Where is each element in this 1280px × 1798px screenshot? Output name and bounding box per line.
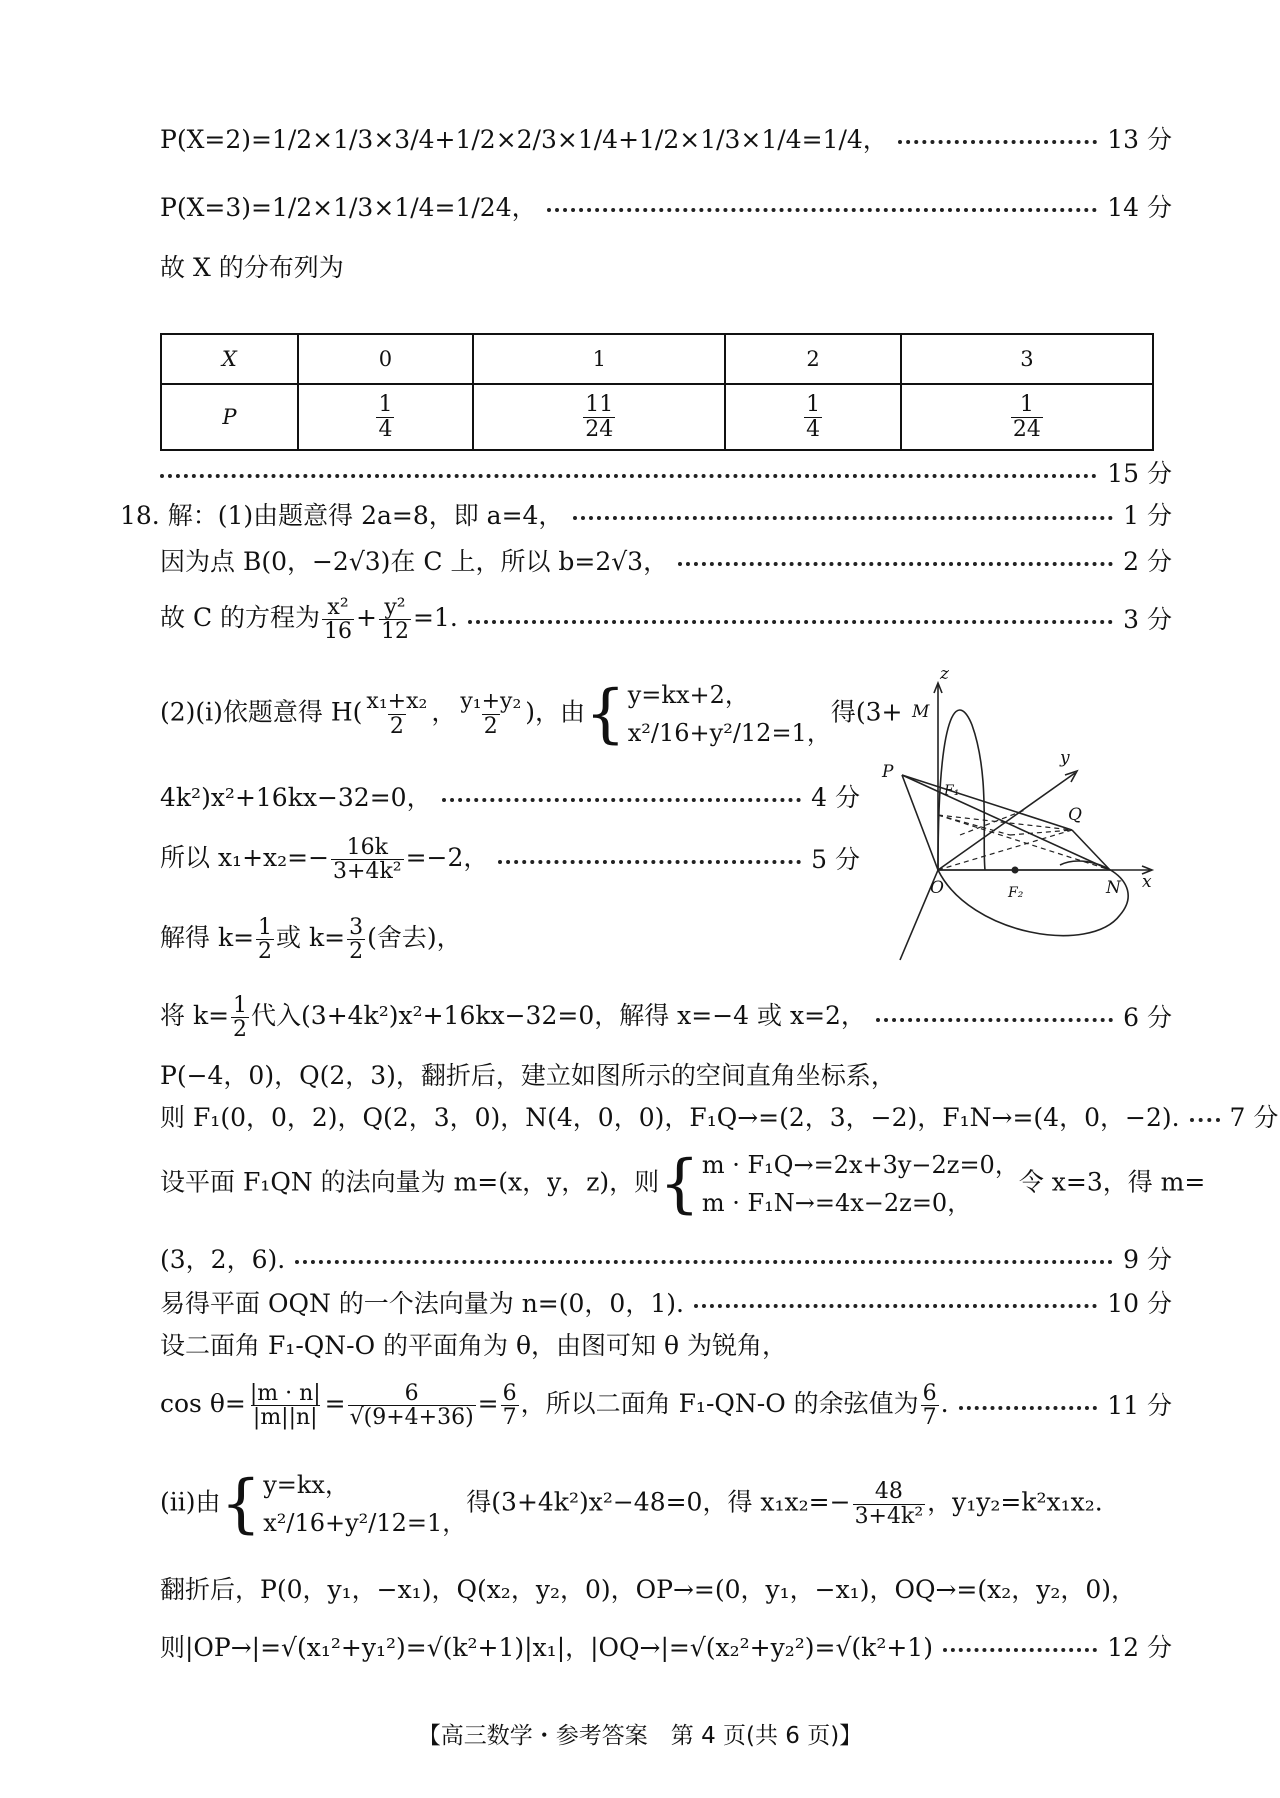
table-header-row	[161, 334, 1153, 384]
q18-step2: 因为点 B(0，−2√3)在 C 上，所以 b=2√3， 2 分	[160, 547, 1172, 576]
label-x: x	[1142, 872, 1152, 892]
label-f2: F₂	[1008, 885, 1024, 901]
dist-intro-line	[160, 252, 1172, 283]
eq-p-x2: P(X=2)=1/2×1/3×3/4+1/2×2/3×1/4+1/2×1/3×1/4=1/4，	[160, 125, 888, 154]
eq-p-x3-line	[160, 192, 1172, 223]
score-3: 3 分	[1123, 604, 1172, 634]
table-prob-row	[161, 384, 1153, 450]
table-cell: 3	[901, 334, 1153, 384]
score-12: 12 分	[1107, 1633, 1172, 1662]
q18-step10: 则 F₁(0，0，2)，Q(2，3，0)，N(4，0，0)，F₁Q→=(2，3，−2)，F₁N→=(4，0，−2). 7 分	[160, 1103, 1279, 1132]
leader-dots	[1190, 1118, 1220, 1122]
score-10: 10 分	[1107, 1289, 1172, 1318]
table-cell: P	[161, 384, 298, 450]
table-cell: 1	[473, 334, 725, 384]
leader-dots	[898, 140, 1097, 144]
label-f1: F₁	[944, 783, 960, 799]
score-1: 1 分	[1123, 501, 1172, 530]
score-15: 15 分	[1107, 459, 1172, 488]
leader-dots	[573, 516, 1113, 520]
label-n: N	[1106, 878, 1121, 898]
q18-step15: cos θ= $\frac{|m \cdot n|}{|m||n|}$ = $\frac{6}{√(9+4+36)}$ = $\frac{6}{7}$ ，所以二面角 F₁-QN-O 的余弦值为 $\frac{6}{7}$ . 11 分	[160, 1381, 1172, 1431]
label-z: z	[940, 665, 949, 684]
leader-dots	[943, 1648, 1097, 1652]
label-m: M	[912, 702, 930, 722]
q18-step11: 设平面 F₁QN 的法向量为 m=(x，y，z)，则 { m · F₁Q→=2x+3y−2z=0， m · F₁N→=4x−2z=0， 令 x=3，得 m=	[160, 1147, 1206, 1221]
score-7: 7 分	[1229, 1103, 1279, 1132]
q18-step12: (3，2，6). 9 分	[160, 1245, 1172, 1274]
q18-step16: (ⅱ)由 { y=kx， x²/16+y²/12=1， 得(3+4k²)x²−48=0，得 x₁x₂=− $\frac{48}{\text{3+4k²}}$ ，y₁y₂=k²x₁x₂.	[160, 1467, 1103, 1541]
table-cell: $\frac{1}{24}$	[901, 384, 1153, 450]
leader-dots	[442, 798, 802, 802]
dist-intro: 故 X 的分布列为	[160, 253, 344, 282]
leader-dots	[876, 1018, 1113, 1022]
table-cell: $\frac{1}{4}$	[298, 384, 473, 450]
score-9: 9 分	[1123, 1245, 1172, 1274]
leader-dots	[547, 208, 1098, 212]
table-cell: 2	[725, 334, 900, 384]
table-cell: $\frac{11}{24}$	[473, 384, 725, 450]
q18-step13: 易得平面 OQN 的一个法向量为 n=(0，0，1). 10 分	[160, 1289, 1172, 1318]
eq-p-x2-line	[160, 124, 1172, 155]
q18-step3: 故 C 的方程为 $\frac{\text{x²}}{16}$ + $\frac{\text{y²}}{12}$ =1. 3 分	[160, 595, 1172, 645]
q18-step5: 4k²)x²+16kx−32=0， 4 分	[160, 783, 860, 812]
q18-step1: 18. 解：(1)由题意得 2a=8，即 a=4， 1 分	[120, 501, 1172, 530]
coordinate-figure	[860, 665, 1160, 961]
label-q: Q	[1068, 805, 1082, 825]
eq-p-x3: P(X=3)=1/2×1/3×1/4=1/24，	[160, 193, 537, 222]
q18-step8: 将 k= $\frac{1}{2}$ 代入(3+4k²)x²+16kx−32=0，解得 x=−4 或 x=2， 6 分	[160, 993, 1172, 1043]
score-13: 13 分	[1107, 125, 1172, 154]
label-o: O	[930, 878, 944, 898]
q18-step18: 则|OP→|=√(x₁²+y₁²)=√(k²+1)|x₁|，|OQ→|=√(x₂²+y₂²)=√(k²+1) 12 分	[160, 1633, 1172, 1662]
score-4: 4 分	[811, 783, 860, 812]
leader-dots	[498, 860, 801, 864]
leader-dots	[694, 1304, 1097, 1308]
score-11: 11 分	[1107, 1390, 1172, 1420]
score-14: 14 分	[1107, 193, 1172, 222]
leader-dots	[160, 474, 1097, 478]
score-2: 2 分	[1123, 547, 1172, 576]
q18-step9: P(−4，0)，Q(2，3)，翻折后，建立如图所示的空间直角坐标系，	[160, 1061, 896, 1090]
table-cell: X	[161, 334, 298, 384]
leader-dots	[959, 1406, 1098, 1410]
table-cell: 0	[298, 334, 473, 384]
table-cell: $\frac{1}{4}$	[725, 384, 900, 450]
label-p: P	[882, 762, 894, 782]
score-6: 6 分	[1123, 1002, 1172, 1032]
label-y: y	[1060, 748, 1070, 768]
q18-step17: 翻折后，P(0，y₁，−x₁)，Q(x₂，y₂，0)，OP→=(0，y₁，−x₁)，OQ→=(x₂，y₂，0)，	[160, 1575, 1137, 1604]
focus-f2-dot	[1012, 867, 1019, 874]
page-footer: 【高三数学・参考答案 第 4 页(共 6 页)】	[417, 1723, 863, 1749]
distribution-table	[160, 333, 1154, 451]
leader-dots	[468, 620, 1113, 624]
leader-dots	[678, 562, 1113, 566]
score-5: 5 分	[811, 844, 860, 874]
q18-step7: 解得 k= $\frac{1}{2}$ 或 k= $\frac{3}{2}$ (舍去)，	[160, 915, 462, 965]
q18-step4: (2)(ⅰ)依题意得 H( $\frac{\text{x₁+x₂}}{2}$ ， $\frac{\text{y₁+y₂}}{2}$ )，由 { y=kx+2， x²/16+y²/12=1， 得(3+	[160, 677, 903, 751]
q18-step6: 所以 x₁+x₂=− $\frac{16k}{\text{3+4k²}}$ =−2， 5 分	[160, 835, 860, 885]
q18-step14: 设二面角 F₁-QN-O 的平面角为 θ，由图可知 θ 为锐角，	[160, 1331, 787, 1360]
leader-dots	[295, 1260, 1113, 1264]
score-15-line	[160, 458, 1172, 489]
